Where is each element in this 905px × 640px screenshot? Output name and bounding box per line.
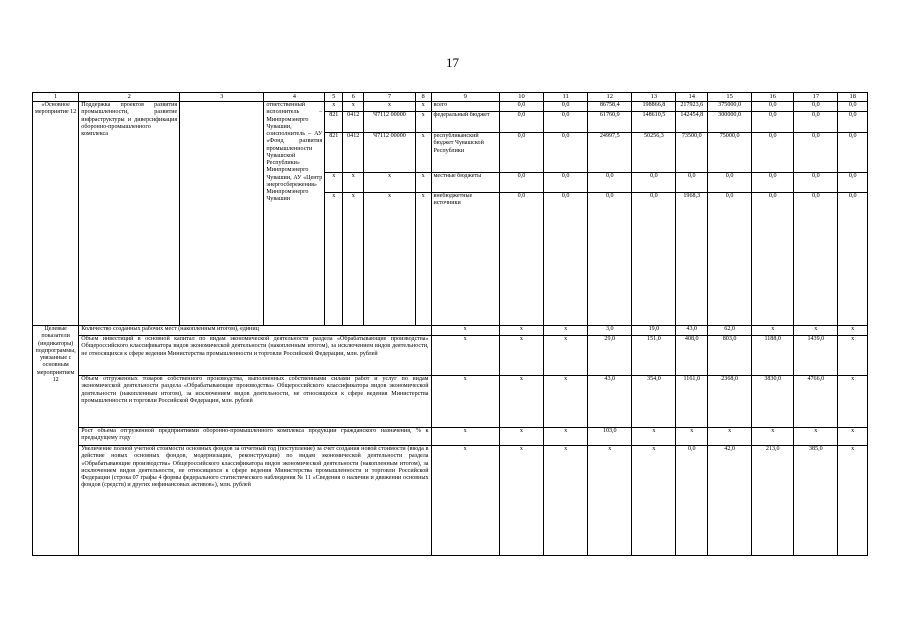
amount-cell: 0,0 (544, 193, 588, 326)
indicator-text: Объем инвестиций в основной капитал по видам экономической деятельности раздела «Обрабатывающие производства» Общероссийского классификатора видов экономической деятельности (накопленным итогом), за исключением видов деятельности, не относящихся к сфере ведения Министерства промышленности и торговли Российской Федерации, млн. рублей (79, 336, 431, 376)
amount-cell: 142454,8 (676, 112, 708, 133)
indicator-value: 151,0 (632, 336, 676, 376)
indicator-value: x (431, 336, 499, 376)
section-code: x (343, 102, 364, 112)
section-code: x (343, 173, 364, 193)
column-number: 8 (415, 93, 431, 102)
amount-cell: 0,0 (588, 173, 632, 193)
column-number: 15 (708, 93, 752, 102)
funding-source: республиканский бюджет Чувашской Республики (431, 133, 499, 173)
section-code: 0412 (343, 112, 364, 133)
indicator-value: 408,0 (676, 336, 708, 376)
indicator-value: x (632, 446, 676, 556)
indicator-text: Количество созданных рабочих мест (накопленным итогом), единиц (79, 326, 431, 336)
expense-type-code: x (415, 102, 431, 112)
indicator-value: 1439,0 (794, 336, 838, 376)
amount-cell: 0,0 (752, 102, 794, 112)
indicator-value: x (431, 326, 499, 336)
indicator-value: 354,0 (632, 376, 676, 428)
indicator-value: x (499, 376, 543, 428)
indicator-value: x (499, 446, 543, 556)
amount-cell: 198866,8 (632, 102, 676, 112)
column-number: 2 (79, 93, 180, 102)
amount-cell: 0,0 (794, 112, 838, 133)
expense-type-code: x (415, 173, 431, 193)
indicator-text: Объем отгруженных товаров собственного производства, выполненных собственными силами работ и услуг по видам экономической деятельности раздела «Обрабатывающие производства» Общероссийского классификатора видов экономической деятельности (накопленным итогом), за исключением видов деятельности, не относящихся к сфере ведения Министерства промышленности и торговли Российской Федерации, млн. рублей (79, 376, 431, 428)
column-number: 16 (752, 93, 794, 102)
indicator-value: x (752, 428, 794, 446)
amount-cell: 0,0 (794, 102, 838, 112)
grbs-code: 821 (325, 133, 343, 173)
event-name: «Основное мероприятие 12 (33, 102, 79, 326)
indicator-value: 1188,0 (752, 336, 794, 376)
column-number: 10 (499, 93, 543, 102)
empty-cell (180, 102, 264, 326)
amount-cell: 0,0 (499, 133, 543, 173)
amount-cell: 0,0 (499, 193, 543, 326)
indicator-value: 42,0 (708, 446, 752, 556)
column-number: 3 (180, 93, 264, 102)
indicator-value: 103,0 (588, 428, 632, 446)
grbs-code: x (325, 193, 343, 326)
indicator-value: x (544, 326, 588, 336)
indicator-text: Рост объема отгруженной предприятиями оборонно-промышленного комплекса продукции гражданского назначения, % к предыдущему году (79, 428, 431, 446)
target-article-code: x (364, 102, 416, 112)
indicator-value: x (794, 428, 838, 446)
grbs-code: x (325, 102, 343, 112)
amount-cell: 0,0 (708, 193, 752, 326)
indicator-value: x (838, 336, 868, 376)
indicator-value: 803,0 (708, 336, 752, 376)
grbs-code: 821 (325, 112, 343, 133)
amount-cell: 0,0 (752, 133, 794, 173)
funding-source: всего (431, 102, 499, 112)
indicator-value: 0,0 (676, 446, 708, 556)
column-number: 14 (676, 93, 708, 102)
amount-cell: 50256,3 (632, 133, 676, 173)
amount-cell: 0,0 (838, 102, 868, 112)
funding-source: местные бюджеты (431, 173, 499, 193)
indicator-value: x (544, 376, 588, 428)
amount-cell: 0,0 (794, 173, 838, 193)
amount-cell: 0,0 (588, 193, 632, 326)
column-number: 6 (343, 93, 364, 102)
column-number: 11 (544, 93, 588, 102)
section-code: x (343, 193, 364, 326)
indicator-value: x (676, 428, 708, 446)
indicator-value: x (838, 326, 868, 336)
column-number: 13 (632, 93, 676, 102)
indicator-row (33, 326, 868, 336)
indicator-value: x (838, 428, 868, 446)
amount-cell: 86758,4 (588, 102, 632, 112)
amount-cell: 0,0 (499, 173, 543, 193)
indicator-row (33, 446, 868, 556)
indicators-label: Целевые показатели (индикаторы) подпрограммы, увязанные с основным мероприятием 12 (33, 326, 79, 556)
indicator-value: 4766,0 (794, 376, 838, 428)
indicator-value: 213,0 (752, 446, 794, 556)
amount-cell: 0,0 (544, 173, 588, 193)
amount-cell: 375000,0 (708, 102, 752, 112)
amount-cell: 0,0 (544, 112, 588, 133)
indicator-value: 1161,0 (676, 376, 708, 428)
amount-cell: 0,0 (544, 102, 588, 112)
funding-source: федеральный бюджет (431, 112, 499, 133)
section-code: 0412 (343, 133, 364, 173)
indicator-value: x (544, 446, 588, 556)
amount-cell: 0,0 (676, 173, 708, 193)
indicator-text: Увеличение полной учетной стоимости основных фондов за отчетный год (поступление) за счет создания новой стоимости (ввода в действие новых основных фондов, модернизации, реконструкции) по видам экономической деятельности раздела «Обрабатывающие производства» Общероссийского классификатора видов экономической деятельности (накопленным итогом), за исключением видов деятельности, не относящихся к сфере ведения Министерства промышленности и торговли Российской Федерации (строка 07 графы 4 формы федерального статистического наблюдения № 11 «Сведения о наличии и движении основных фондов (средств) и других нефинансовых активов»), млн. рублей (79, 446, 431, 556)
amount-cell: 75000,0 (708, 133, 752, 173)
indicator-value: x (431, 376, 499, 428)
column-number: 1 (33, 93, 79, 102)
amount-cell: 24997,5 (588, 133, 632, 173)
amount-cell: 0,0 (838, 112, 868, 133)
amount-cell: 0,0 (838, 173, 868, 193)
amount-cell: 0,0 (752, 112, 794, 133)
amount-cell: 0,0 (794, 193, 838, 326)
amount-cell: 61760,9 (588, 112, 632, 133)
funding-source: внебюджетные источники (431, 193, 499, 326)
target-article-code: Ч7112 00000 (364, 133, 416, 173)
indicator-value: x (431, 428, 499, 446)
page-number: 17 (446, 55, 459, 70)
indicator-value: 3,0 (588, 326, 632, 336)
amount-cell: 0,0 (838, 193, 868, 326)
amount-cell: 0,0 (632, 193, 676, 326)
amount-cell: 217923,6 (676, 102, 708, 112)
indicator-value: 19,0 (632, 326, 676, 336)
target-article-code: Ч7112 00000 (364, 112, 416, 133)
indicator-value: x (544, 336, 588, 376)
amount-cell: 1968,3 (676, 193, 708, 326)
expense-type-code: x (415, 193, 431, 326)
column-number: 18 (838, 93, 868, 102)
indicator-row (33, 376, 868, 428)
indicator-value: x (431, 446, 499, 556)
program-table (32, 92, 868, 556)
indicator-value: x (752, 326, 794, 336)
amount-cell: 148610,5 (632, 112, 676, 133)
amount-cell: 0,0 (838, 133, 868, 173)
expense-type-code: x (415, 133, 431, 173)
indicator-value: 2368,0 (708, 376, 752, 428)
responsible-executor: ответственный исполнитель – Минпромэнерго Чувашии, соисполнитель – АУ «Фонд развития промышленности Чувашской Республики» Минпромэнерго Чувашии, АУ «Центр энергосбережения» Минпромэнерго Чувашии (264, 102, 325, 326)
indicator-value: 29,0 (588, 336, 632, 376)
grbs-code: x (325, 173, 343, 193)
amount-cell: 300000,0 (708, 112, 752, 133)
amount-cell: 0,0 (499, 102, 543, 112)
indicator-value: x (708, 428, 752, 446)
indicator-value: x (632, 428, 676, 446)
indicator-value: x (499, 326, 543, 336)
column-number: 17 (794, 93, 838, 102)
target-article-code: x (364, 173, 416, 193)
amount-cell: 73500,0 (676, 133, 708, 173)
indicator-value: x (499, 336, 543, 376)
column-number: 9 (431, 93, 499, 102)
event-title: Поддержка проектов развития промышленности, развитие инфраструктуры и диверсификация оборонно-промышленного комплекса (79, 102, 180, 326)
indicator-value: x (794, 326, 838, 336)
amount-cell: 0,0 (708, 173, 752, 193)
indicator-value: x (588, 446, 632, 556)
indicator-value: x (838, 446, 868, 556)
target-article-code: x (364, 193, 416, 326)
funding-row (33, 102, 868, 112)
indicator-row (33, 428, 868, 446)
indicator-value: 385,0 (794, 446, 838, 556)
column-number: 5 (325, 93, 343, 102)
expense-type-code: x (415, 112, 431, 133)
indicator-row (33, 336, 868, 376)
amount-cell: 0,0 (499, 112, 543, 133)
amount-cell: 0,0 (752, 193, 794, 326)
indicator-value: x (544, 428, 588, 446)
indicator-value: x (838, 376, 868, 428)
amount-cell: 0,0 (544, 133, 588, 173)
column-number: 12 (588, 93, 632, 102)
indicator-value: 43,0 (588, 376, 632, 428)
indicator-value: 62,0 (708, 326, 752, 336)
indicator-value: 43,0 (676, 326, 708, 336)
amount-cell: 0,0 (794, 133, 838, 173)
amount-cell: 0,0 (752, 173, 794, 193)
indicator-value: x (499, 428, 543, 446)
column-header-row (33, 93, 868, 102)
column-number: 7 (364, 93, 416, 102)
column-number: 4 (264, 93, 325, 102)
indicator-value: 3830,0 (752, 376, 794, 428)
amount-cell: 0,0 (632, 173, 676, 193)
